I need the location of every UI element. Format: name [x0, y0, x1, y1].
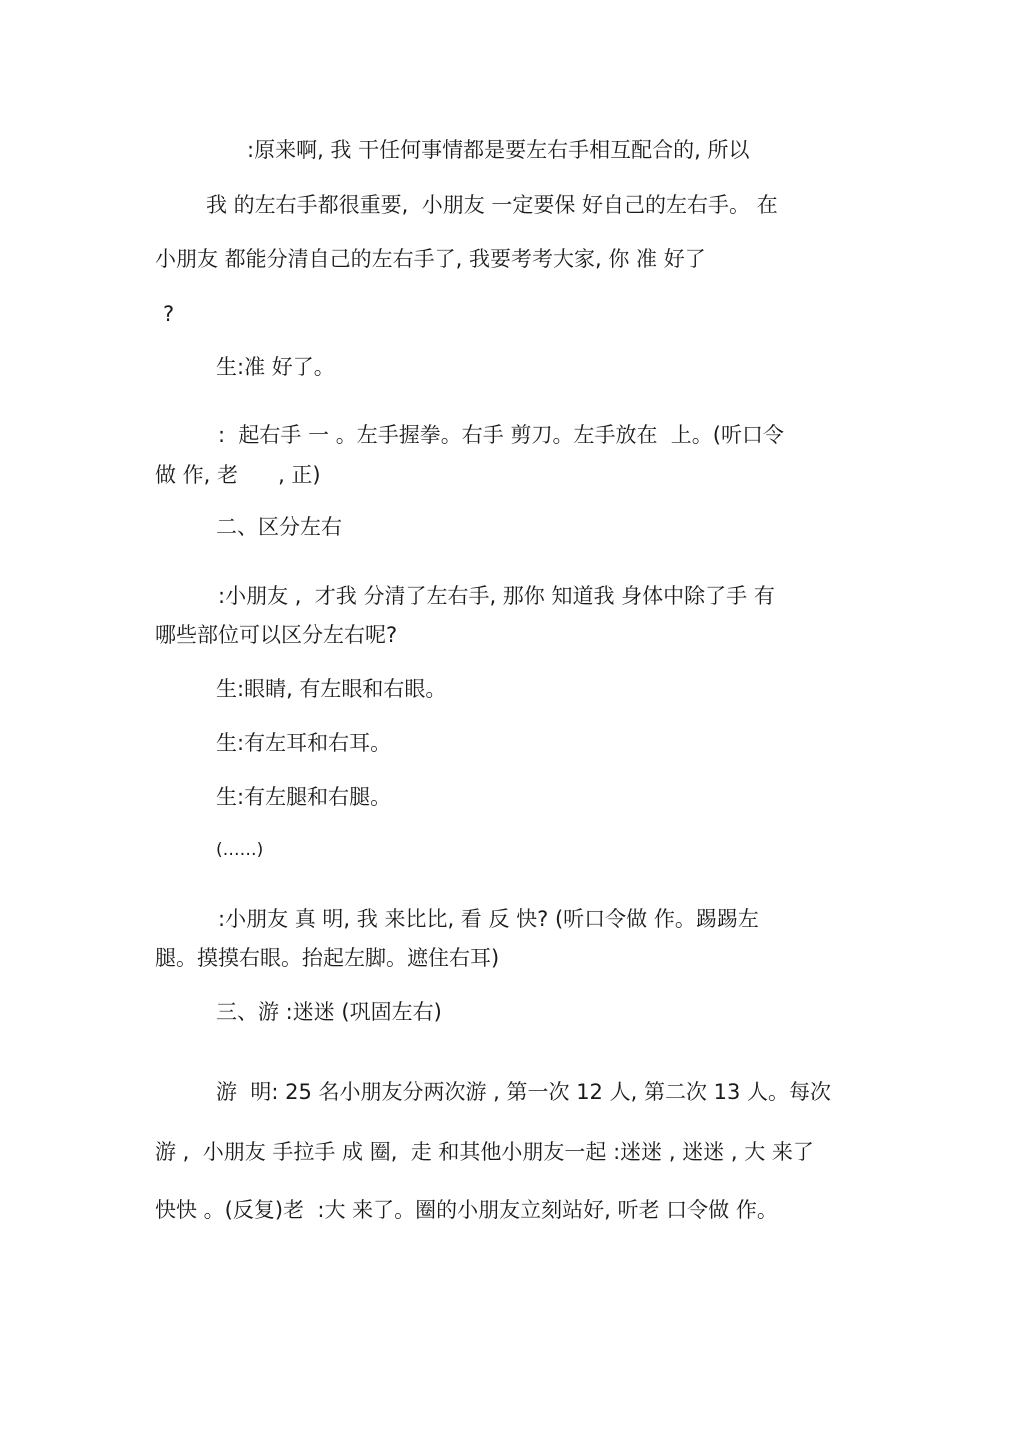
paragraph-line-12: 游 , 小朋友 手拉手 成 圈, 走 和其他小朋友一起 :迷迷 , 迷迷 , 大 来了 [155, 1140, 814, 1164]
paragraph-line-11: 游 明: 25 名小朋友分两次游 , 第一次 12 人, 第二次 13 人。每次 [216, 1080, 832, 1104]
paragraph-line-7: :小朋友 , 才我 分清了左右手, 那你 知道我 身体中除了手 有 [218, 584, 775, 608]
paragraph-line-13: 快快 。(反复)老 :大 来了。圈的小朋友立刻站好, 听老 口令做 作。 [155, 1198, 778, 1222]
paragraph-line-3: 小朋友 都能分清自己的左右手了, 我要考考大家, 你 准 好了 [155, 247, 706, 271]
paragraph-line-1: :原来啊, 我 干任何事情都是要左右手相互配合的, 所以 [247, 138, 750, 162]
paragraph-line-6: 做 作, 老 , 正) [155, 463, 321, 487]
dialogue-line-4: 生:有左腿和右腿。 [216, 785, 392, 809]
dialogue-line-2: 生:眼睛, 有左眼和右眼。 [216, 677, 447, 701]
paragraph-line-10: 腿。摸摸右眼。抬起左脚。遮住右耳) [155, 946, 500, 970]
ellipsis-line: (……) [216, 840, 264, 860]
dialogue-line-3: 生:有左耳和右耳。 [216, 731, 392, 755]
section-heading-2: 二、区分左右 [216, 515, 342, 539]
dialogue-line-1: 生:准 好了。 [216, 355, 335, 379]
paragraph-line-8: 哪些部位可以区分左右呢? [155, 623, 398, 647]
paragraph-line-5: : 起右手 一 。左手握拳。右手 剪刀。左手放在 上。(听口令 [218, 423, 784, 447]
paragraph-line-9: :小朋友 真 明, 我 来比比, 看 反 快? (听口令做 作。踢踢左 [218, 907, 759, 931]
section-heading-3: 三、游 :迷迷 (巩固左右) [216, 1000, 442, 1024]
paragraph-line-2: 我 的左右手都很重要, 小朋友 一定要保 好自己的左右手。 在 [206, 193, 778, 217]
paragraph-line-4: ? [163, 302, 175, 326]
